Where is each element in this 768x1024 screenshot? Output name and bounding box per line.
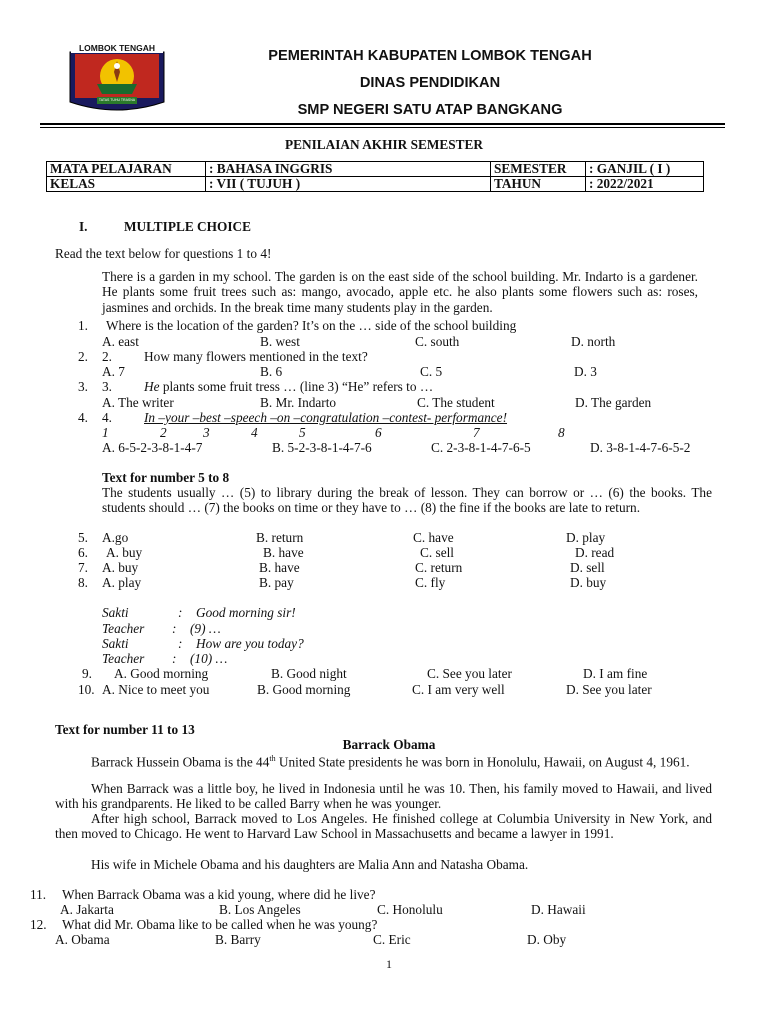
q8-option-d: D. buy bbox=[570, 575, 607, 590]
obama-p1-sup: th bbox=[269, 754, 276, 763]
q4-option-c: C. 2-3-8-1-4-7-6-5 bbox=[431, 440, 531, 455]
passage-garden: There is a garden in my school. The garden is on the east side of the school building. Mr. Indarto is a gardener. He plants some fruit trees such as: mango, avocado, apple etc. he also plants some flowers such as: roses, jasmines and orchids. In the break time many students play in the garden. bbox=[102, 269, 698, 315]
q6-option-d: D. read bbox=[575, 545, 615, 560]
q10-number: 10. bbox=[78, 682, 95, 697]
q12-option-c: C. Eric bbox=[373, 932, 411, 947]
dialog-speaker-1: Sakti bbox=[102, 605, 129, 620]
q2-option-b: B. 6 bbox=[260, 364, 283, 379]
q3-option-d: D. The garden bbox=[575, 395, 652, 410]
q9-option-d: D. I am fine bbox=[583, 666, 648, 681]
q12-text: What did Mr. Obama like to be called when he was young? bbox=[62, 917, 378, 932]
q8-option-b: B. pay bbox=[259, 575, 294, 590]
dialog-line-2: (9) … bbox=[190, 621, 221, 636]
q4-index-1: 1 bbox=[102, 425, 109, 440]
subject-label: MATA PELAJARAN bbox=[47, 162, 206, 177]
q7-number: 7. bbox=[78, 560, 88, 575]
q5-option-a: A.go bbox=[102, 530, 129, 545]
q9-number: 9. bbox=[82, 666, 92, 681]
dialog-colon-4: : bbox=[172, 651, 177, 666]
obama-p1-end: United State presidents he was born in Honolulu, Hawaii, on August 4, 1961. bbox=[275, 754, 690, 770]
header-rule-thick bbox=[40, 123, 725, 125]
q8-option-c: C. fly bbox=[415, 575, 446, 590]
q9-option-c: C. See you later bbox=[427, 666, 512, 681]
q3-option-b: B. Mr. Indarto bbox=[260, 395, 337, 410]
year-label: TAHUN bbox=[491, 177, 586, 192]
q10-option-c: C. I am very well bbox=[412, 682, 505, 697]
q2-option-d: D. 3 bbox=[574, 364, 597, 379]
passage-library: The students usually … (5) to library during the break of lesson. They can borrow or … (6) the books. The students should … (7) the books on time or they have to … (8) the fine if the books are late to return. bbox=[102, 485, 712, 516]
q7-option-d: D. sell bbox=[570, 560, 605, 575]
q4-index-8: 8 bbox=[558, 425, 565, 440]
q3-option-c: C. The student bbox=[417, 395, 495, 410]
q4-index-3: 3 bbox=[203, 425, 210, 440]
heading-text-5-8: Text for number 5 to 8 bbox=[102, 470, 230, 485]
dialog-line-1: Good morning sir! bbox=[196, 605, 296, 620]
obama-paragraph-2: When Barrack was a little boy, he lived in Indonesia until he was 10. Then, his family moved to Hawaii, and lived with his grandparents. He liked to be called Barry when he was younger. bbox=[55, 781, 712, 812]
class-label: KELAS bbox=[47, 177, 206, 192]
header-government: PEMERINTAH KABUPATEN LOMBOK TENGAH bbox=[268, 48, 592, 64]
class-value: : VII ( TUJUH ) bbox=[206, 177, 491, 192]
header-school: SMP NEGERI SATU ATAP BANGKANG bbox=[297, 102, 563, 118]
instruction-q1-4: Read the text below for questions 1 to 4! bbox=[55, 246, 272, 261]
q11-option-b: B. Los Angeles bbox=[219, 902, 301, 917]
q4-option-d: D. 3-8-1-4-7-6-5-2 bbox=[590, 440, 691, 455]
q5-option-b: B. return bbox=[256, 530, 304, 545]
obama-paragraph-4: His wife in Michele Obama and his daughters are Malia Ann and Natasha Obama. bbox=[91, 857, 529, 872]
q6-option-b: B. have bbox=[263, 545, 304, 560]
q1-option-d: D. north bbox=[571, 334, 616, 349]
year-value: : 2022/2021 bbox=[586, 177, 704, 192]
q4-index-4: 4 bbox=[251, 425, 258, 440]
q4-subnumber: 4. bbox=[102, 410, 112, 425]
logo-banner-text: LOMBOK TENGAH bbox=[71, 43, 163, 53]
q2-option-c: C. 5 bbox=[420, 364, 443, 379]
q11-option-a: A. Jakarta bbox=[60, 902, 114, 917]
dialog-speaker-3: Sakti bbox=[102, 636, 129, 651]
q4-scrambled-words: In –your –best –speech –on –congratulation –contest- performance! bbox=[144, 410, 508, 425]
q4-index-2: 2 bbox=[160, 425, 167, 440]
q4-option-b: B. 5-2-3-8-1-4-7-6 bbox=[272, 440, 372, 455]
q4-index-5: 5 bbox=[299, 425, 306, 440]
q4-number: 4. bbox=[78, 410, 88, 425]
q3-number: 3. bbox=[78, 379, 88, 394]
q8-number: 8. bbox=[78, 575, 88, 590]
q2-option-a: A. 7 bbox=[102, 364, 125, 379]
subject-value: : BAHASA INGGRIS bbox=[206, 162, 491, 177]
q11-text: When Barrack Obama was a kid young, where did he live? bbox=[62, 887, 376, 902]
header-rule-thin bbox=[40, 127, 725, 128]
logo-motto: TATAS TUHU TRASNA bbox=[98, 98, 136, 102]
q6-option-a: A. buy bbox=[106, 545, 143, 560]
q4-index-6: 6 bbox=[375, 425, 382, 440]
q12-option-b: B. Barry bbox=[215, 932, 261, 947]
q1-number: 1. bbox=[78, 318, 88, 333]
q6-option-c: C. sell bbox=[420, 545, 454, 560]
q10-option-b: B. Good morning bbox=[257, 682, 351, 697]
q12-option-d: D. Oby bbox=[527, 932, 567, 947]
q4-index-7: 7 bbox=[473, 425, 480, 440]
q12-number: 12. bbox=[30, 917, 47, 932]
q7-option-a: A. buy bbox=[102, 560, 139, 575]
q11-option-c: C. Honolulu bbox=[377, 902, 443, 917]
q3-text: plants some fruit tress … (line 3) “He” refers to … bbox=[162, 379, 434, 394]
dialog-colon-3: : bbox=[178, 636, 183, 651]
exam-title: PENILAIAN AKHIR SEMESTER bbox=[284, 137, 484, 152]
q10-option-d: D. See you later bbox=[566, 682, 652, 697]
heading-text-11-13: Text for number 11 to 13 bbox=[55, 722, 195, 737]
obama-paragraph-1 bbox=[55, 751, 712, 770]
q11-number: 11. bbox=[30, 887, 47, 902]
dialog-colon-1: : bbox=[178, 605, 183, 620]
dialog-speaker-2: Teacher bbox=[102, 621, 145, 636]
dialog-colon-2: : bbox=[172, 621, 177, 636]
q4-option-a: A. 6-5-2-3-8-1-4-7 bbox=[102, 440, 203, 455]
q3-question bbox=[144, 379, 433, 395]
q11-option-d: D. Hawaii bbox=[531, 902, 586, 917]
q5-number: 5. bbox=[78, 530, 88, 545]
section-number: I. bbox=[79, 219, 88, 234]
q7-option-b: B. have bbox=[259, 560, 300, 575]
header-department: DINAS PENDIDIKAN bbox=[359, 75, 501, 91]
obama-p1-start: Barrack Hussein Obama is the 44 bbox=[91, 754, 270, 770]
q2-subnumber: 2. bbox=[102, 349, 112, 364]
q1-text: Where is the location of the garden? It’s on the … side of the school building bbox=[106, 318, 517, 333]
obama-paragraph-3: After high school, Barrack moved to Los Angeles. He finished college at Columbia University in New York, and then moved to Chicago. He went to Harvard Law School in Massachusetts and became a lawyer in 1991. bbox=[55, 811, 712, 842]
q9-option-b: B. Good night bbox=[271, 666, 347, 681]
q1-option-a: A. east bbox=[102, 334, 139, 349]
semester-label: SEMESTER bbox=[491, 162, 586, 177]
q2-text: How many flowers mentioned in the text? bbox=[144, 349, 368, 364]
q1-option-b: B. west bbox=[260, 334, 300, 349]
q3-he: He bbox=[144, 379, 160, 394]
dialog-speaker-4: Teacher bbox=[102, 651, 145, 666]
page-number: 1 bbox=[386, 957, 392, 971]
exam-info-table bbox=[46, 161, 704, 192]
dialog-line-3: How are you today? bbox=[196, 636, 304, 651]
section-title: MULTIPLE CHOICE bbox=[124, 219, 251, 234]
dialog-line-4: (10) … bbox=[190, 651, 228, 666]
q9-option-a: A. Good morning bbox=[114, 666, 209, 681]
semester-value: : GANJIL ( I ) bbox=[586, 162, 704, 177]
q12-option-a: A. Obama bbox=[55, 932, 110, 947]
q3-subnumber: 3. bbox=[102, 379, 112, 394]
q6-number: 6. bbox=[78, 545, 88, 560]
q5-option-c: C. have bbox=[413, 530, 454, 545]
q1-option-c: C. south bbox=[415, 334, 460, 349]
q5-option-d: D. play bbox=[566, 530, 606, 545]
q7-option-c: C. return bbox=[415, 560, 463, 575]
q8-option-a: A. play bbox=[102, 575, 142, 590]
passage-title-obama: Barrack Obama bbox=[342, 737, 436, 752]
q2-number: 2. bbox=[78, 349, 88, 364]
q3-option-a: A. The writer bbox=[102, 395, 174, 410]
q10-option-a: A. Nice to meet you bbox=[102, 682, 210, 697]
